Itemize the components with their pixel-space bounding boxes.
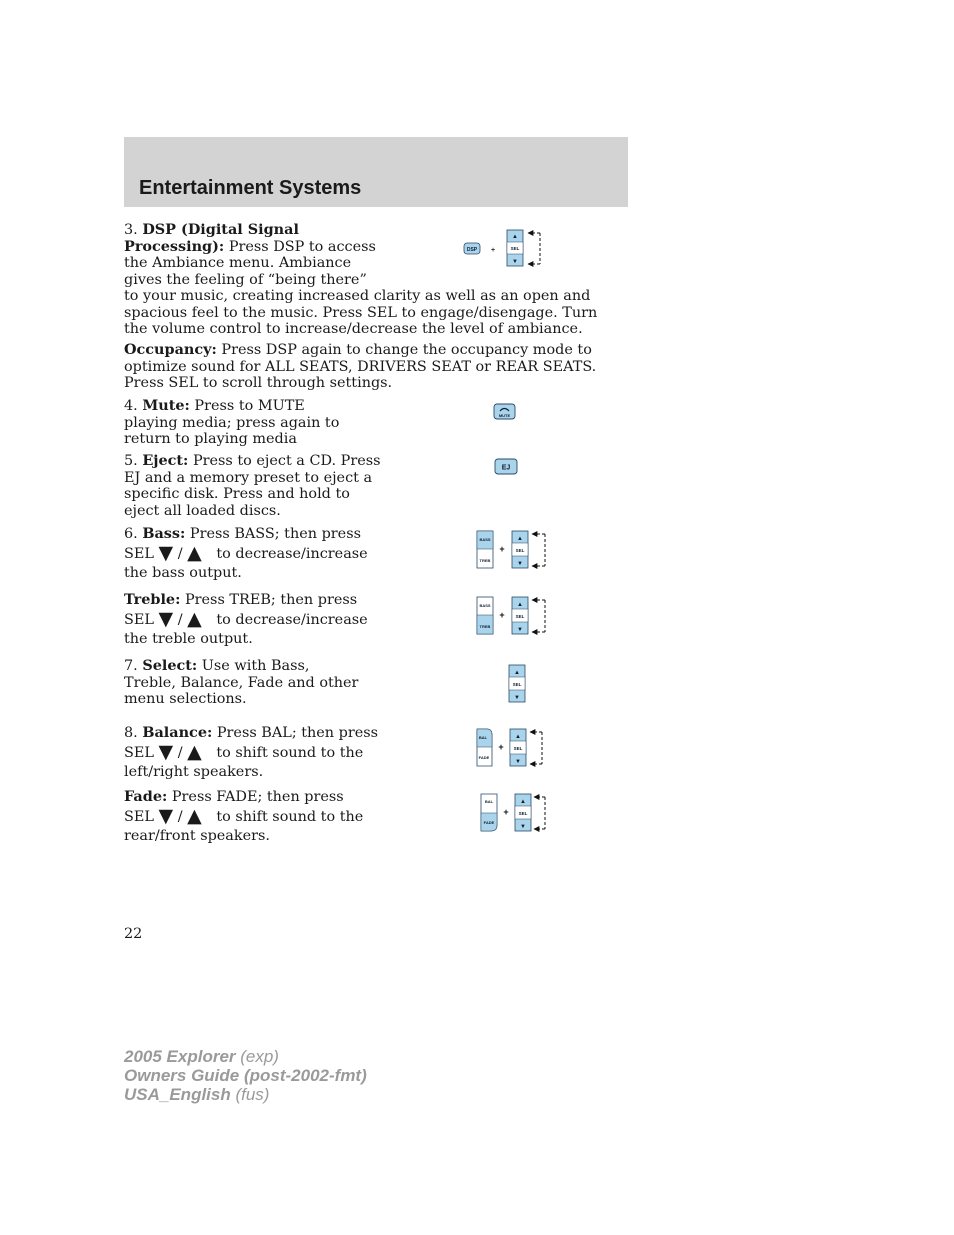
up-arrow-icon: ▲ [512, 234, 518, 240]
down-arrow-icon: ▼ [158, 541, 174, 564]
bass-label: BASS [479, 537, 491, 542]
bass-label: BASS [479, 603, 491, 608]
sel-label: SEL [518, 811, 528, 816]
header-band [124, 137, 628, 207]
up-arrow-icon: ▲ [187, 740, 202, 763]
balance-paragraph: 8. Balance: Press BAL; then press SEL ▼ / ▲ to shift sound to the left/right speakers. [124, 724, 379, 780]
fade-paragraph: Fade: Press FADE; then press SEL ▼ / ▲ to shift sound to the rear/front speakers. [124, 788, 364, 844]
mute-label: MUTE [498, 413, 511, 418]
fade-label: FADE [483, 820, 495, 825]
page-number: 22 [124, 926, 143, 942]
footer [124, 1047, 367, 1104]
plus-sign: + [498, 742, 504, 752]
treb-label: TREB [479, 558, 491, 563]
bass-paragraph: 6. Bass: Press BASS; then press SEL ▼ / ▲ to decrease/increase the bass output. [124, 525, 368, 581]
mute-diagram [492, 402, 518, 422]
dsp-label: DSP [466, 247, 478, 253]
down-arrow-icon: ▼ [158, 607, 174, 630]
footer-model: 2005 Explorer [124, 1047, 236, 1066]
sel-label: SEL [515, 548, 525, 553]
treble-sel-diagram [472, 594, 552, 638]
mute-paragraph: 4. Mute: Press to MUTE playing media; press again to return to playing media [124, 397, 340, 447]
up-arrow-icon: ▲ [187, 607, 202, 630]
up-arrow-icon: ▲ [517, 602, 523, 608]
footer-language: USA_English [124, 1085, 231, 1104]
down-arrow-icon: ▼ [515, 759, 521, 765]
footer-language-code: (fus) [230, 1085, 270, 1104]
dsp-paragraph: 3. DSP (Digital Signal Processing): Press DSP to access [124, 221, 376, 255]
up-arrow-icon: ▲ [187, 541, 202, 564]
fade-sel-diagram [477, 791, 553, 835]
plus-sign: + [490, 247, 496, 254]
balance-sel-diagram [472, 726, 550, 770]
down-arrow-icon: ▼ [520, 824, 526, 830]
down-arrow-icon: ▼ [517, 561, 523, 567]
occupancy-paragraph: Occupancy: Press DSP again to change the occupancy mode to optimize sound for ALL SEATS, DRIVERS SEAT or REAR SEATS. Press SEL to scroll through settings. [124, 341, 597, 391]
fade-label: FADE [478, 755, 490, 760]
section-title: Entertainment Systems [139, 177, 362, 199]
eject-paragraph: 5. Eject: Press to eject a CD. Press EJ and a memory preset to eject a specific disk. Press and hold to eject all loaded discs. [124, 452, 381, 519]
footer-model-code: (exp) [235, 1047, 279, 1066]
bal-label: BAL [484, 799, 494, 804]
select-diagram [505, 662, 531, 704]
bass-sel-diagram [472, 528, 552, 572]
dsp-body: the Ambiance menu. Ambiance gives the feeling of “being there” to your music, creating increased clarity as well as an open and spacious feel to the music. Press SEL to engage/disengage. Turn the volume control to increase/decrease the level of ambiance. [124, 255, 598, 337]
up-arrow-icon: ▲ [187, 804, 202, 827]
plus-sign: + [499, 610, 505, 620]
up-arrow-icon: ▲ [514, 670, 520, 676]
ej-label: EJ [501, 464, 511, 472]
down-arrow-icon: ▼ [517, 627, 523, 633]
up-arrow-icon: ▲ [515, 734, 521, 740]
footer-guide: Owners Guide (post-2002-fmt) [124, 1066, 367, 1085]
treb-label: TREB [479, 624, 491, 629]
down-arrow-icon: ▼ [512, 259, 518, 265]
up-arrow-icon: ▲ [517, 536, 523, 542]
bal-label: BAL [478, 735, 488, 740]
down-arrow-icon: ▼ [158, 740, 174, 763]
eject-diagram [493, 457, 519, 477]
up-arrow-icon: ▲ [520, 799, 526, 805]
down-arrow-icon: ▼ [158, 804, 174, 827]
plus-sign: + [503, 807, 509, 817]
down-arrow-icon: ▼ [514, 695, 520, 701]
sel-label: SEL [515, 614, 525, 619]
sel-label: SEL [513, 746, 523, 751]
sel-label: SEL [510, 246, 520, 251]
plus-sign: + [499, 544, 505, 554]
treble-paragraph: Treble: Press TREB; then press SEL ▼ / ▲ to decrease/increase the treble output. [124, 591, 368, 647]
sel-label: SEL [512, 682, 522, 687]
select-paragraph: 7. Select: Use with Bass, Treble, Balance, Fade and other menu selections. [124, 657, 359, 707]
dsp-sel-diagram [460, 226, 550, 270]
